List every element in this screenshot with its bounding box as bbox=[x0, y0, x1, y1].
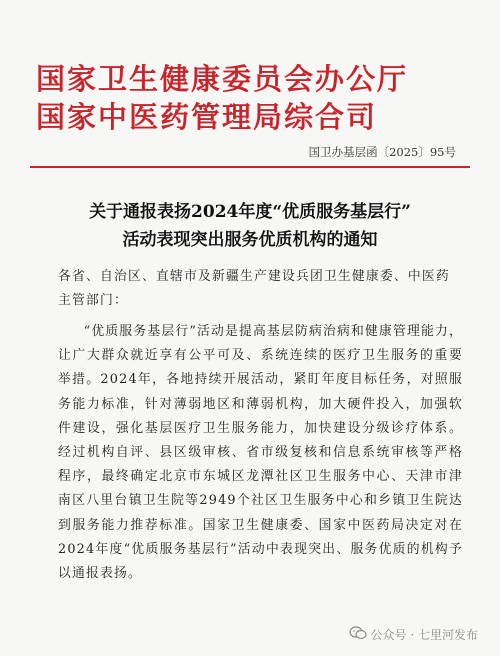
issuer-header-line-2: 国家中医药管理局综合司 bbox=[36, 100, 378, 134]
wechat-watermark bbox=[349, 626, 478, 643]
issuer-header-line-1: 国家卫生健康委员会办公厅 bbox=[36, 62, 409, 96]
wechat-icon bbox=[349, 626, 367, 643]
document-number: 国卫办基层函〔2025〕95号 bbox=[308, 145, 456, 159]
document-title-line-1: 关于通报表扬2024年度“优质服务基层行” bbox=[89, 202, 411, 222]
document-title-line-2: 活动表现突出服务优质机构的通知 bbox=[122, 230, 378, 250]
red-divider-line bbox=[30, 166, 470, 168]
recipient-line: 各省、自治区、直辖市及新疆生产建设兵团卫生健康委、中医药主管部门： bbox=[58, 269, 450, 308]
watermark-text: 公众号 · 七里河发布 bbox=[370, 628, 478, 642]
body-paragraph: “优质服务基层行”活动是提高基层防病治病和健康管理能力，让广大群众就近享有公平可及、系统连续的医疗卫生服务的重要举措。2024年，各地持续开展活动，紧盯年度目标任务，对照服务能力标准，针对薄弱地区和薄弱机构，加大硬件投入，加强软件建设，强化基层医疗卫生服务能力，加快建设分级诊疗体系。经过机构自评、县区级审核、省市级复核和信息系统审核等严格程序，最终确定北京市东城区龙潭社区卫生服务中心、天津市津南区八里台镇卫生院等2949个社区卫生服务中心和乡镇卫生院达到服务能力推荐标准。国家卫生健康委、国家中医药局决定对在2024年度“优质服务基层行”活动中表现突出、服务优质的机构予以通报表扬。 bbox=[58, 324, 463, 582]
